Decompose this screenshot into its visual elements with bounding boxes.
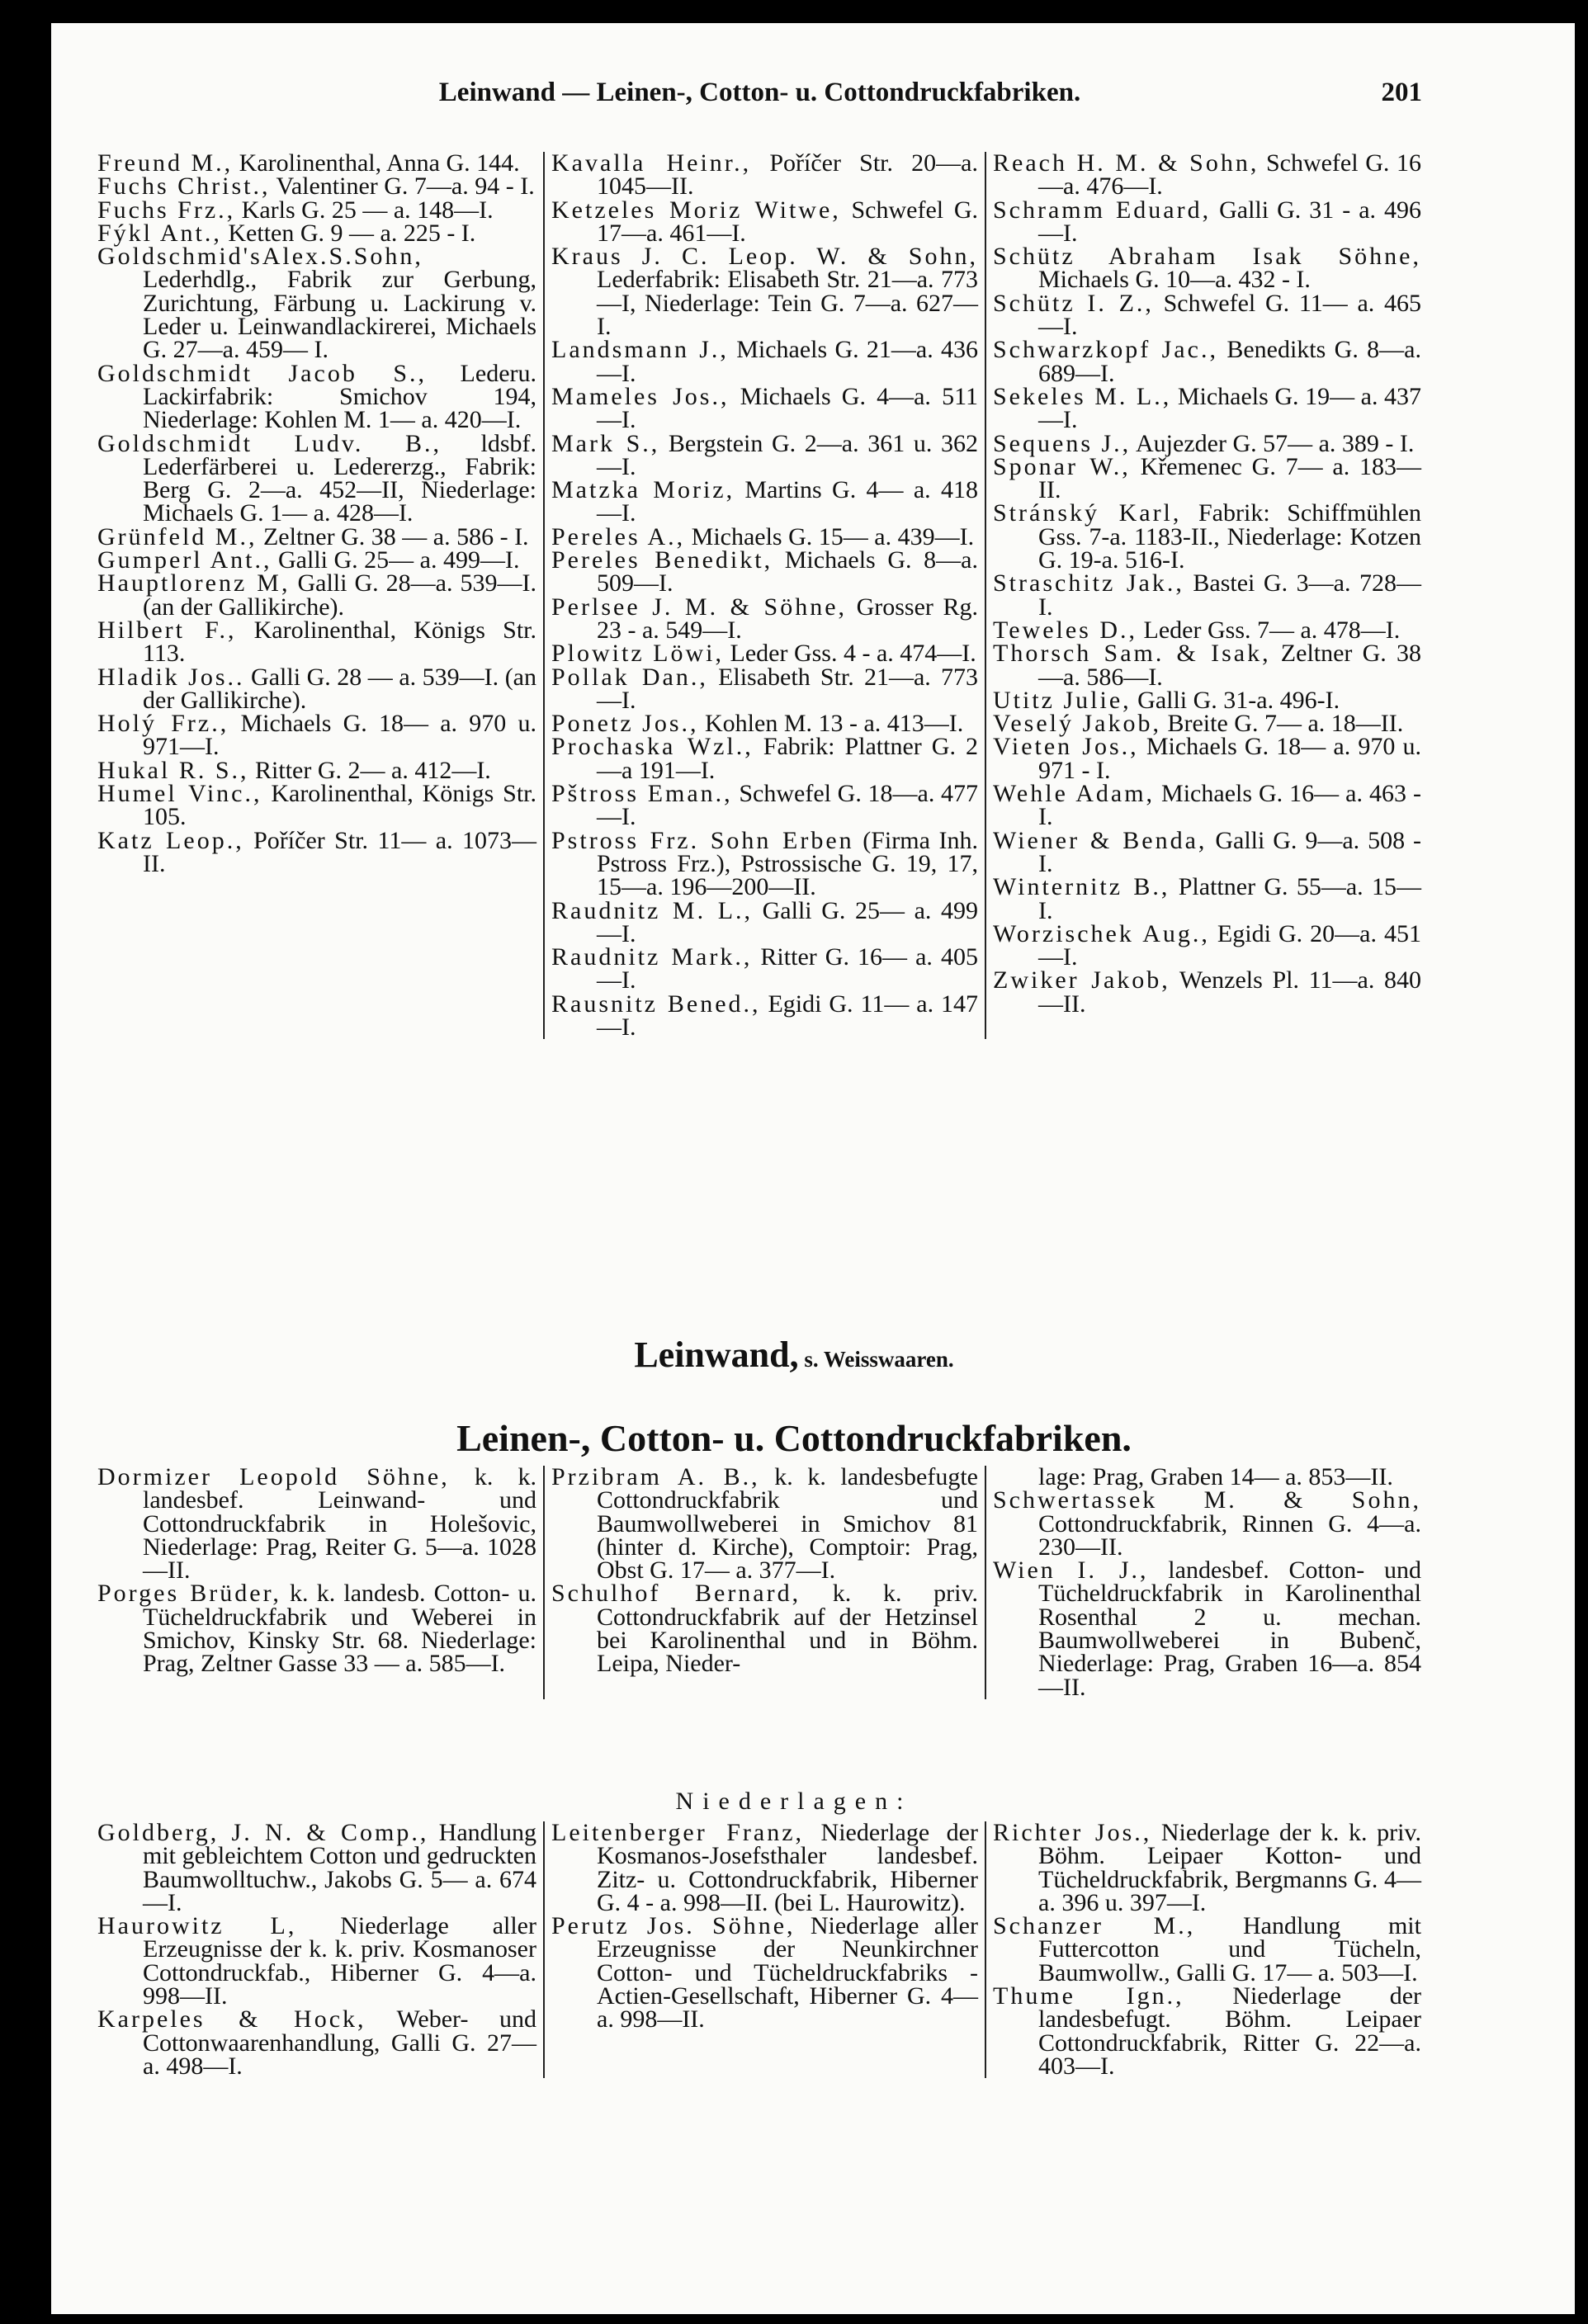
entry-details: Handlung mit Futtercotton und Tücheln, Baumwollw., Galli G. 17— a. 503—I.: [1038, 1912, 1421, 1986]
niederlagen-subtitle: Niederlagen:: [675, 1788, 913, 1815]
entry-name: Hilbert F.,: [97, 616, 237, 644]
entry-details: Bergstein G. 2—a. 361 u. 362—I.: [597, 429, 978, 480]
entry-details: Valentiner G. 7—a. 94 - I.: [270, 172, 535, 201]
entry-details: Michaels G. 18— a. 970 u. 971—I.: [143, 710, 536, 761]
directory-entry: [993, 429, 1421, 457]
directory-entry: [993, 642, 1421, 689]
entry-details: Poříčer Str. 20—a. 1045—II.: [597, 149, 978, 201]
directory-entry: [97, 663, 536, 714]
directory-entry: [551, 710, 978, 738]
directory-entry: [993, 735, 1421, 782]
entry-name: Ponetz Jos.,: [551, 710, 699, 738]
directory-entry: [551, 243, 978, 341]
entry-name: Schwertassek M. & Sohn,: [993, 1486, 1421, 1514]
entry-details: Michaels G. 10—a. 432 - I.: [1038, 266, 1311, 294]
directory-entry: [551, 382, 978, 434]
entry-name: Wien I. J.,: [993, 1556, 1149, 1585]
entry-name: Karpeles & Hock,: [97, 2005, 366, 2034]
entry-details: Kohlen M. 13 - a. 413—I.: [698, 710, 964, 738]
entry-details: Karolinenthal, Königs Str. 105.: [143, 780, 536, 831]
directory-entry: [993, 452, 1422, 504]
entry-details: Schwefel G. 11— a. 465—I.: [1038, 289, 1421, 341]
entry-name: Pereles A.,: [551, 522, 686, 550]
entry-details: Lederu. Lackirfabrik: Smichov 194, Niederlage: Kohlen M. 1— a. 420—I.: [143, 359, 536, 434]
entry-name: Schwarzkopf Jac.,: [993, 336, 1218, 364]
entry-name: Goldschmidt Ludv. B.,: [97, 429, 442, 457]
entry-details: Breite G. 7— a. 18—II.: [1160, 710, 1404, 738]
directory-entry: [97, 219, 536, 247]
directory-entry: [97, 756, 536, 784]
directory-entry: [993, 1912, 1421, 1986]
entry-name: Vieten Jos.,: [993, 733, 1139, 761]
directory-entry: [97, 1821, 536, 1915]
entry-details: Karls G. 25 — a. 148—I.: [235, 196, 494, 224]
column-3: [985, 1463, 1428, 1701]
entry-details: Weber- und Cottonwaarenhandlung, Galli G. 27—a. 498—I.: [143, 2005, 536, 2080]
entry-details: k. k. priv. Cottondruckfabrik auf der Hetzinsel bei Karolinenthal und in Böhm. Leipa, Nieder-: [597, 1580, 978, 1678]
directory-entry: [97, 1463, 537, 1585]
entry-name: Holý Frz.,: [97, 710, 229, 738]
running-title: Leinwand — Leinen-, Cotton- u. Cottondruckfabriken.: [438, 78, 1081, 107]
entry-details: Zeltner G. 38—a. 586—I.: [1038, 640, 1422, 691]
entry-details: Niederlage der landesbefugt. Böhm. Leipaer Cottondruckfabrik, Ritter G. 22—a. 403—I.: [1038, 1982, 1421, 2080]
entry-details: Michaels G. 8—a. 509—I.: [597, 546, 978, 598]
entry-details: Galli G. 25— a. 499—I.: [597, 896, 979, 947]
directory-entry: [993, 149, 1421, 201]
entry-name: Mameles Jos.,: [551, 382, 730, 410]
directory-entry: [97, 196, 536, 224]
entry-details: k. k. landesbefugte Cottondruckfabrik und Baumwollweberei in Smichov 81 (hinter d. Kirche), Comptoir: Prag, Obst G. 17— a. 377—I.: [597, 1463, 978, 1585]
entry-name: Porges Brüder,: [97, 1580, 281, 1608]
directory-entry: [551, 990, 978, 1041]
leinen-columns: [97, 1463, 1428, 1701]
entry-details: Schwefel G. 16—a. 476—I.: [1038, 149, 1421, 201]
directory-entry: [993, 686, 1421, 714]
entry-details: Grosser Rg. 23 - a. 549—I.: [597, 593, 978, 644]
directory-entry: [993, 1982, 1421, 2080]
entry-name: Humel Vinc.,: [97, 780, 262, 808]
entry-name: Rausnitz Bened.,: [551, 990, 761, 1018]
entry-name: Pstross Frz. Sohn Erben: [551, 826, 854, 854]
directory-entry: [551, 593, 978, 644]
directory-entry: [551, 429, 978, 480]
directory-entry: [551, 896, 979, 947]
directory-entry: [993, 245, 1421, 292]
entry-name: Hukal R. S.,: [97, 756, 249, 784]
entry-details: Poříčer Str. 11— a. 1073—II.: [143, 826, 536, 877]
entry-name: Landsmann J.,: [551, 336, 729, 364]
entry-name: Freund M.,: [97, 149, 234, 177]
entry-name: Schütz I. Z.,: [993, 289, 1154, 317]
entry-details: Egidi G. 11— a. 147—I.: [597, 990, 978, 1041]
entry-name: Ketzeles Moriz Witwe,: [551, 196, 841, 224]
entry-name: Utitz Julie,: [993, 686, 1132, 714]
directory-entry: [551, 196, 978, 247]
entry-name: Thume Ign.,: [993, 1982, 1184, 2010]
entry-details: Niederlage aller Erzeugnisse der k. k. priv. Kosmanoser Cottondruckfab., Hiberner G. 4—a. 998—II.: [143, 1912, 536, 2010]
directory-entry: [993, 196, 1421, 247]
column-2: [543, 1463, 985, 1699]
entry-name: Pštross Eman.,: [551, 780, 733, 808]
page-number: 201: [1381, 78, 1422, 107]
directory-entry: [551, 640, 978, 668]
directory-entry: [97, 616, 536, 668]
entry-details: Niederlage aller Erzeugnisse der Neunkirchner Cotton- und Tücheldruckfabriks - Actien-Gesellschaft, Hiberner G. 4— a. 998—II.: [597, 1912, 978, 2034]
directory-entry: [551, 943, 978, 994]
entry-details: Schwefel G. 18—a. 477—I.: [597, 780, 978, 831]
entry-name: Fuchs Christ.,: [97, 172, 271, 201]
entry-name: Sponar W.,: [993, 452, 1131, 480]
entry-details: Ritter G. 2— a. 412—I.: [248, 756, 491, 784]
entry-details: Schwefel G. 17—a. 461—I.: [597, 196, 978, 247]
directory-entry: [551, 1821, 978, 1915]
entry-name: Kraus J. C. Leop. W. & Sohn,: [551, 243, 978, 271]
directory-entry: [97, 2005, 536, 2080]
entry-details: Elisabeth Str. 21—a. 773—I.: [597, 663, 978, 714]
directory-entry: [993, 1463, 1421, 1490]
entry-name: Katz Leop.,: [97, 826, 244, 854]
entry-name: Gumperl Ant.,: [97, 546, 272, 574]
entry-details: (Firma Inh. Pstross Frz.), Pstrossische G. 19, 17, 15—a. 196—200—II.: [597, 826, 979, 901]
entry-name: Prochaska Wzl.,: [551, 733, 754, 761]
directory-entry: [97, 826, 536, 877]
directory-entry: [551, 663, 978, 714]
entry-details: Karolinenthal, Anna G. 144.: [233, 149, 520, 177]
directory-entry: [993, 826, 1421, 877]
entry-name: Stránský Karl,: [993, 499, 1182, 527]
directory-entry: [993, 782, 1421, 829]
entry-name: Zwiker Jakob,: [993, 966, 1170, 994]
directory-entry: [993, 499, 1422, 574]
directory-entry: [993, 1556, 1421, 1701]
entry-details: Galli G. 25— a. 499—I.: [272, 546, 520, 574]
directory-entry: [97, 359, 536, 434]
entry-name: Kavalla Heinr.,: [551, 149, 752, 177]
leinwand-reference: [0, 1334, 1588, 1376]
entry-name: Schramm Eduard,: [993, 196, 1212, 224]
entry-details: Michaels G. 4—a. 511—I.: [597, 382, 978, 434]
entry-name: Sekeles M. L.,: [993, 382, 1172, 410]
niederlagen-columns: [97, 1821, 1428, 2078]
entry-details: Leder Gss. 4 - a. 474—I.: [724, 640, 976, 668]
directory-entry: [993, 289, 1421, 341]
entry-details: Galli G. 31 - a. 496—I.: [1038, 196, 1421, 247]
directory-entry: [551, 476, 978, 527]
entry-details: Fabrik: Plattner G. 2—a 191—I.: [597, 733, 978, 784]
entry-details: Michaels G. 19— a. 437—I.: [1038, 382, 1422, 434]
directory-entry: [97, 429, 537, 527]
entry-name: Przibram A. B.,: [551, 1463, 760, 1490]
entry-details: Michaels G. 16— a. 463 - I.: [1038, 780, 1421, 831]
directory-entry: [993, 873, 1422, 924]
entry-name: Raudnitz M. L.,: [551, 896, 754, 924]
entry-details: ldsbf. Lederfärberei u. Ledererzg., Fabrik: Berg G. 2—a. 452—II, Niederlage: Michaels G. 1— a. 428—I.: [143, 429, 537, 527]
entry-details: Ritter G. 16— a. 405—I.: [597, 943, 978, 994]
directory-entry: [97, 522, 536, 550]
directory-entry: [97, 782, 536, 829]
column-1: [97, 1463, 543, 1699]
entry-name: Perutz Jos. Söhne,: [551, 1912, 796, 1940]
directory-entry: [551, 1912, 978, 2034]
entry-details: Michaels G. 15— a. 439—I.: [685, 522, 975, 550]
directory-entry: [551, 826, 979, 901]
entry-details: Aujezder G. 57— a. 389 - I.: [1131, 429, 1415, 457]
entry-details: Handlung mit gebleichtem Cotton und gedruckten Baumwolltuchw., Jakobs G. 5— a. 674—I.: [143, 1819, 536, 1916]
entry-name: Fýkl Ant.,: [97, 219, 222, 247]
entry-details: k. k. landesb. Cotton- u. Tücheldruckfabrik und Weberei in Smichov, Kinsky Str. 68. Niederlage: Prag, Zeltner Gasse 33 — a. 585—I.: [143, 1580, 536, 1678]
entry-name: Goldberg, J. N. & Comp.,: [97, 1819, 429, 1846]
entry-name: Raudnitz Mark.,: [551, 943, 753, 971]
entry-name: Goldschmid'sAlex.S.Sohn,: [97, 243, 423, 271]
directory-entry: [551, 782, 978, 829]
leinwand-ref-target: s. Weisswaaren.: [798, 1347, 954, 1372]
entry-details: Lederfabrik: Elisabeth Str. 21—a. 773—I, Niederlage: Tein G. 7—a. 627—I.: [597, 266, 978, 341]
running-header: [97, 78, 1422, 119]
directory-entry: [993, 616, 1421, 644]
entry-details: k. k. landesbef. Leinwand- und Cottondruckfabrik in Holešovic, Niederlage: Prag, Reiter G. 5—a. 1028—II.: [143, 1463, 537, 1585]
directory-entry: [97, 712, 536, 759]
entry-details: Fabrik: Schiffmühlen Gss. 7-a. 1183-II., Niederlage: Kotzen G. 19-a. 516-I.: [1038, 499, 1422, 574]
directory-entry: [551, 522, 978, 550]
entry-details: Martins G. 4— a. 418—I.: [597, 476, 978, 527]
entry-details: Galli G. 9—a. 508 - I.: [1038, 826, 1421, 877]
entry-details: Cottondruckfabrik, Rinnen G. 4—a. 230—II.: [1038, 1509, 1421, 1561]
entry-details: Niederlage der k. k. priv. Böhm. Leipaer Kotton- und Tücheldruckfabrik, Bergmanns G. 4—a. 396 u. 397—I.: [1038, 1819, 1421, 1916]
entry-details: lage: Prag, Graben 14— a. 853—II.: [1038, 1463, 1393, 1490]
directory-entry: [551, 338, 978, 385]
entry-name: Goldschmidt Jacob S.,: [97, 359, 428, 387]
entry-details: Leder Gss. 7— a. 478—I.: [1137, 616, 1401, 644]
directory-entry: [97, 243, 536, 364]
directory-entry: [551, 1463, 978, 1585]
entry-name: Worzischek Aug.,: [993, 919, 1210, 947]
directory-entry: [551, 1580, 978, 1678]
entry-details: Karolinenthal, Königs Str. 113.: [143, 616, 536, 668]
entry-details: landesbef. Cotton- und Tücheldruckfabrik in Karolinenthal Rosenthal 2 u. mechan. Baumwollweberei in Bubenč, Niederlage: Prag, Graben 16—a. 854—II.: [1038, 1556, 1421, 1701]
entry-details: Křemenec G. 7— a. 183—II.: [1038, 452, 1422, 504]
entry-name: Straschitz Jak.,: [993, 569, 1184, 598]
column-3: [985, 149, 1428, 1039]
leinwand-columns: [97, 149, 1428, 1041]
column-1: [97, 149, 543, 1039]
column-3: [985, 1821, 1428, 2078]
entry-details: Egidi G. 20—a. 451—I.: [1038, 919, 1421, 971]
entry-name: Haurowitz L,: [97, 1912, 297, 1940]
entry-details: Galli G. 31-a. 496-I.: [1131, 686, 1340, 714]
entry-name: Plowitz Löwi,: [551, 640, 724, 668]
leinwand-ref-main: Leinwand,: [634, 1334, 799, 1375]
directory-entry: [97, 172, 536, 201]
entry-name: Leitenberger Franz,: [551, 1819, 805, 1846]
directory-entry: [993, 382, 1422, 434]
entry-name: Grünfeld M.,: [97, 522, 258, 550]
directory-entry: [97, 569, 536, 621]
leinen-section-title: Leinen-, Cotton- u. Cottondruckfabriken.: [456, 1417, 1132, 1459]
entry-details: Galli G. 28—a. 539—I. (an der Gallikirche).: [143, 569, 536, 621]
entry-name: Dormizer Leopold Söhne,: [97, 1463, 450, 1490]
entry-details: Wenzels Pl. 11—a. 840—II.: [1038, 966, 1421, 1018]
entry-details: Ketten G. 9 — a. 225 - I.: [221, 219, 476, 247]
entry-details: Niederlage der Kosmanos-Josefsthaler landesbef. Zitz- u. Cottondruckfabrik, Hiberner G. 4 - a. 998—II. (bei L. Haurowitz).: [597, 1819, 978, 1916]
directory-entry: [97, 546, 536, 574]
entry-name: Winternitz B.,: [993, 873, 1170, 901]
entry-name: Wehle Adam,: [993, 780, 1156, 808]
column-1: [97, 1821, 543, 2078]
entry-name: Fuchs Frz.,: [97, 196, 236, 224]
directory-entry: [551, 735, 978, 782]
entry-name: Mark S.,: [551, 429, 660, 457]
entry-name: Schulhof Bernard,: [551, 1580, 801, 1608]
entry-name: Matzka Moriz,: [551, 476, 735, 504]
entry-details: Lederhdlg., Fabrik zur Gerbung, Zurichtung, Färbung u. Lackirung v. Leder u. Leinwandlackirerei, Michaels G. 27—a. 459— I.: [143, 266, 536, 364]
entry-name: Perlsee J. M. & Söhne,: [551, 593, 848, 621]
entry-name: Pereles Benedikt,: [551, 546, 773, 574]
entry-name: Teweles D.,: [993, 616, 1138, 644]
entry-name: Sequens J.,: [993, 429, 1132, 457]
entry-details: Zeltner G. 38 — a. 586 - I.: [257, 522, 529, 550]
entry-name: Hauptlorenz M,: [97, 569, 291, 598]
entry-name: Thorsch Sam. & Isak,: [993, 640, 1271, 668]
column-2: [543, 149, 985, 1041]
directory-entry: [97, 1580, 536, 1678]
entry-details: Michaels G. 21—a. 436—I.: [597, 336, 978, 387]
entry-name: Schütz Abraham Isak Söhne,: [993, 243, 1421, 271]
entry-name: Pollak Dan.,: [551, 663, 708, 691]
directory-entry: [551, 546, 978, 598]
entry-name: Hladik Jos..: [97, 663, 245, 691]
directory-entry: [993, 1821, 1421, 1915]
column-2: [543, 1821, 985, 2078]
entry-name: Wiener & Benda,: [993, 826, 1208, 854]
directory-entry: [993, 1486, 1421, 1561]
entry-details: Michaels G. 18— a. 970 u. 971 - I.: [1038, 733, 1422, 784]
directory-entry: [993, 569, 1421, 621]
entry-name: Reach H. M. & Sohn,: [993, 149, 1260, 177]
entry-details: Galli G. 28 — a. 539—I. (an der Gallikirche).: [143, 663, 536, 714]
directory-entry: [993, 966, 1421, 1018]
entry-details: Benedikts G. 8—a. 689—I.: [1038, 336, 1421, 387]
entry-details: Plattner G. 55—a. 15—I.: [1038, 873, 1422, 924]
directory-entry: [97, 1912, 536, 2010]
directory-entry: [993, 710, 1421, 738]
entry-details: Bastei G. 3—a. 728—I.: [1038, 569, 1421, 621]
directory-entry: [551, 149, 978, 201]
directory-entry: [993, 338, 1421, 385]
directory-entry: [993, 919, 1421, 971]
entry-name: Schanzer M.,: [993, 1912, 1196, 1940]
entry-name: Veselý Jakob,: [993, 710, 1161, 738]
directory-entry: [97, 149, 536, 177]
entry-name: Richter Jos.,: [993, 1819, 1152, 1846]
